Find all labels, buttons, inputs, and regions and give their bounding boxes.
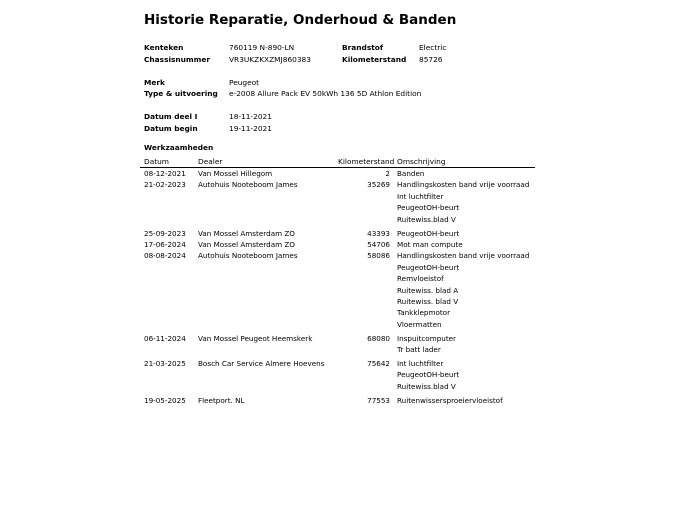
chassis-value: VR3UKZKXZMJ860383 xyxy=(229,55,311,64)
header-km: Kilometerstand xyxy=(338,157,395,166)
entry-description: Ruitewiss. blad V xyxy=(397,296,459,306)
entry-date: 21-03-2025 xyxy=(144,358,186,368)
type-value: e-2008 Allure Pack EV 50kWh 136 5D Athlon Edition xyxy=(229,89,422,98)
entry-dealer: Van Mossel Hillegom xyxy=(198,169,273,178)
entry-description: Mot man compute xyxy=(397,239,463,249)
kenteken-value: 760119 N-890-LN xyxy=(229,43,295,52)
entry-date: 25-09-2023 xyxy=(144,228,186,238)
entry-dealer: Van Mossel Amsterdam ZO xyxy=(198,239,295,249)
header-datum: Datum xyxy=(144,157,170,166)
header-omschrijving: Omschrijving xyxy=(397,157,446,166)
entry-km: 75642 xyxy=(367,358,390,368)
entry-dealer: Fleetport. NL xyxy=(198,395,245,405)
section-title: Werkzaamheden xyxy=(144,143,214,152)
entry-km: 77553 xyxy=(367,395,390,405)
entry-description: PeugeotOH-beurt xyxy=(397,228,460,238)
entry-date: 19-05-2025 xyxy=(144,395,186,405)
entry-description: Int luchtfilter xyxy=(397,358,444,368)
entry-date: 17-06-2024 xyxy=(144,239,186,249)
merk-value: Peugeot xyxy=(229,78,260,87)
entry-date: 08-08-2024 xyxy=(144,251,186,261)
entry-km: 58086 xyxy=(367,251,390,261)
entry-description: Tankklepmotor xyxy=(397,308,451,318)
entry-description: Int luchtfilter xyxy=(397,191,444,201)
entry-km: 35269 xyxy=(367,180,390,190)
entry-description: Ruitewiss.blad V xyxy=(397,214,456,224)
entry-dealer: Van Mossel Amsterdam ZO xyxy=(198,228,295,238)
entry-description: PeugeotOH-beurt xyxy=(397,203,460,213)
km-label: Kilometerstand xyxy=(342,55,407,64)
entry-description: PeugeotOH-beurt xyxy=(397,370,460,380)
kenteken-label: Kenteken xyxy=(144,43,184,52)
entry-dealer: Bosch Car Service Almere Hoevens xyxy=(198,358,325,368)
entry-description: PeugeotOH-beurt xyxy=(397,262,460,272)
entry-description: Ruitewiss.blad V xyxy=(397,381,456,391)
deel1-value: 18-11-2021 xyxy=(229,112,272,121)
header-divider xyxy=(140,167,535,168)
entry-description: Ruitenwissersproeiervloeistof xyxy=(397,395,503,405)
merk-label: Merk xyxy=(144,78,165,87)
header-dealer: Dealer xyxy=(198,157,223,166)
entry-date: 06-11-2024 xyxy=(144,333,186,343)
entry-description: Vloermatten xyxy=(397,319,442,329)
entry-date: 08-12-2021 xyxy=(144,169,186,178)
entry-dealer: Autohuis Nooteboom James xyxy=(198,251,298,261)
type-label: Type & uitvoering xyxy=(144,89,218,98)
brandstof-value: Electric xyxy=(419,43,447,52)
entry-km: 2 xyxy=(385,169,390,178)
entry-description: Banden xyxy=(397,169,425,178)
entry-description: Handlingskosten band vrije voorraad xyxy=(397,180,530,190)
deel1-label: Datum deel I xyxy=(144,112,198,121)
entry-km: 68080 xyxy=(367,333,390,343)
begin-value: 19-11-2021 xyxy=(229,124,272,133)
entry-km: 43393 xyxy=(367,228,390,238)
entry-description: Handlingskosten band vrije voorraad xyxy=(397,251,530,261)
entry-dealer: Autohuis Nooteboom James xyxy=(198,180,298,190)
entry-description: Ruitewiss. blad A xyxy=(397,285,459,295)
entry-dealer: Van Mossel Peugeot Heemskerk xyxy=(198,333,313,343)
entry-km: 54706 xyxy=(367,239,390,249)
entry-description: Tr batt lader xyxy=(397,345,441,354)
entry-description: Inspuitcomputer xyxy=(397,333,457,343)
page-title: Historie Reparatie, Onderhoud & Banden xyxy=(144,12,457,28)
brandstof-label: Brandstof xyxy=(342,43,384,52)
entry-description: Remvloeistof xyxy=(397,274,444,284)
entry-date: 21-02-2023 xyxy=(144,180,186,190)
begin-label: Datum begin xyxy=(144,124,198,133)
km-value: 85726 xyxy=(419,55,443,64)
chassis-label: Chassisnummer xyxy=(144,55,210,64)
